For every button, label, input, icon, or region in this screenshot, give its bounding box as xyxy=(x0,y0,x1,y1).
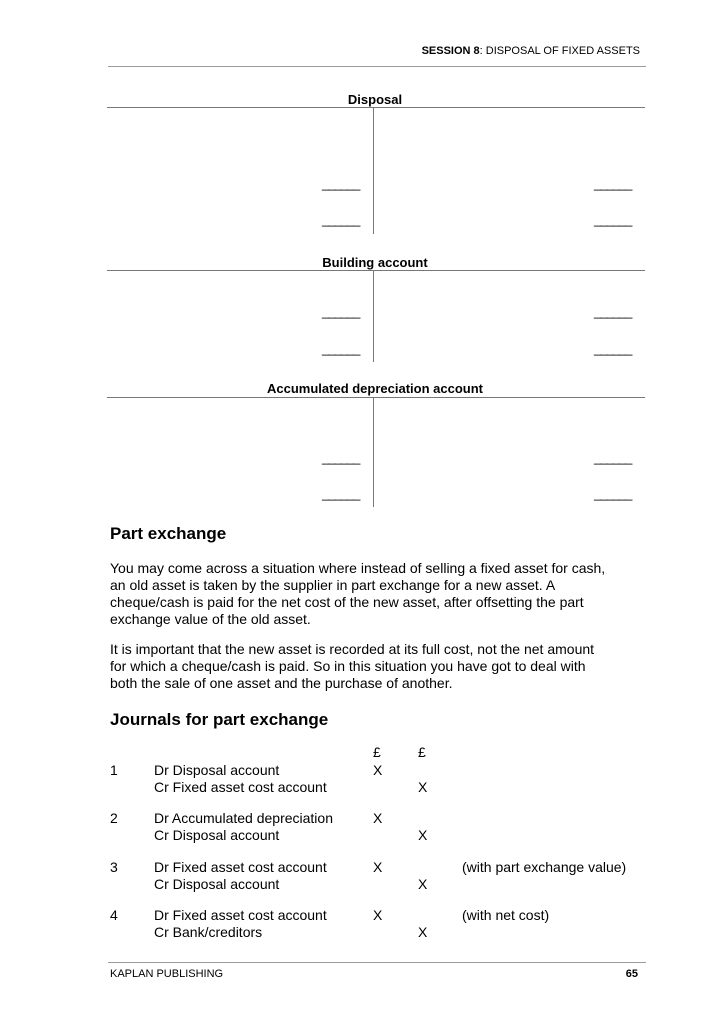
journal-debit-line: Dr Fixed asset cost account xyxy=(154,907,327,923)
text-line: You may come across a situation where instead of selling a fixed asset for cash, xyxy=(110,560,606,576)
journal-debit-line: Dr Fixed asset cost account xyxy=(154,859,327,875)
journal-credit-line: Cr Disposal account xyxy=(154,827,280,843)
t-account-top-line xyxy=(107,397,645,398)
journal-credit-amount: X xyxy=(418,876,428,892)
journal-entry-number: 2 xyxy=(110,810,118,826)
journal-credit-amount: X xyxy=(418,827,428,843)
debit-currency-header: £ xyxy=(373,744,381,760)
t-account-divider xyxy=(373,270,374,362)
t-account-top-line xyxy=(107,270,645,271)
running-header xyxy=(422,45,640,57)
debit-total-line: ______ xyxy=(322,341,360,356)
paragraph-part-exchange-full-cost xyxy=(110,641,650,692)
text-line: exchange value of the old asset. xyxy=(110,611,311,627)
t-account-top-line xyxy=(107,107,645,108)
credit-total-line: ______ xyxy=(594,486,632,501)
header-rule xyxy=(108,66,646,67)
journal-credit-amount: X xyxy=(418,924,428,940)
credit-total-line: ______ xyxy=(594,176,632,191)
debit-total-line: ______ xyxy=(322,486,360,501)
text-line: an old asset is taken by the supplier in part exchange for a new asset. A xyxy=(110,577,556,593)
t-account-divider xyxy=(373,397,374,507)
text-line: both the sale of one asset and the purchase of another. xyxy=(110,675,453,691)
journal-note: (with net cost) xyxy=(462,907,550,923)
t-account-title: Accumulated depreciation account xyxy=(267,381,483,396)
credit-total-line: ______ xyxy=(594,212,632,227)
credit-total-line: ______ xyxy=(594,450,632,465)
journal-debit-line: Dr Disposal account xyxy=(154,762,280,778)
text-line: cheque/cash is paid for the net cost of the new asset, after offsetting the part xyxy=(110,594,584,610)
section-heading-part-exchange: Part exchange xyxy=(110,524,227,543)
credit-total-line: ______ xyxy=(594,304,632,319)
journal-note: (with part exchange value) xyxy=(462,859,627,875)
journal-credit-line: Cr Bank/creditors xyxy=(154,924,263,940)
session-label: SESSION 8 xyxy=(421,45,480,57)
text-line: for which a cheque/cash is paid. So in this situation you have got to deal with xyxy=(110,658,586,674)
debit-total-line: ______ xyxy=(322,304,360,319)
credit-currency-header: £ xyxy=(418,744,426,760)
journal-credit-line: Cr Fixed asset cost account xyxy=(154,779,327,795)
debit-total-line: ______ xyxy=(322,450,360,465)
section-heading-journals: Journals for part exchange xyxy=(110,710,329,729)
journal-debit-amount: X xyxy=(373,907,383,923)
journal-entry-number: 3 xyxy=(110,859,118,875)
journal-debit-amount: X xyxy=(373,810,383,826)
journal-entry-number: 1 xyxy=(110,762,118,778)
footer-rule xyxy=(108,962,646,963)
t-account-title: Disposal xyxy=(347,92,403,107)
journal-credit-line: Cr Disposal account xyxy=(154,876,280,892)
text-line: It is important that the new asset is recorded at its full cost, not the net amount xyxy=(110,641,595,657)
journal-entry-number: 4 xyxy=(110,907,118,923)
journal-credit-amount: X xyxy=(418,779,428,795)
footer-publisher: KAPLAN PUBLISHING xyxy=(110,968,224,980)
debit-total-line: ______ xyxy=(322,212,360,227)
journal-debit-line: Dr Accumulated depreciation xyxy=(154,810,333,826)
page-number: 65 xyxy=(625,968,638,980)
debit-total-line: ______ xyxy=(322,176,360,191)
journal-debit-amount: X xyxy=(373,859,383,875)
session-title: : DISPOSAL OF FIXED ASSETS xyxy=(479,45,640,57)
journal-debit-amount: X xyxy=(373,762,383,778)
t-account-title: Building account xyxy=(322,255,428,270)
paragraph-part-exchange-intro xyxy=(110,560,650,628)
t-account-divider xyxy=(373,107,374,234)
credit-total-line: ______ xyxy=(594,341,632,356)
